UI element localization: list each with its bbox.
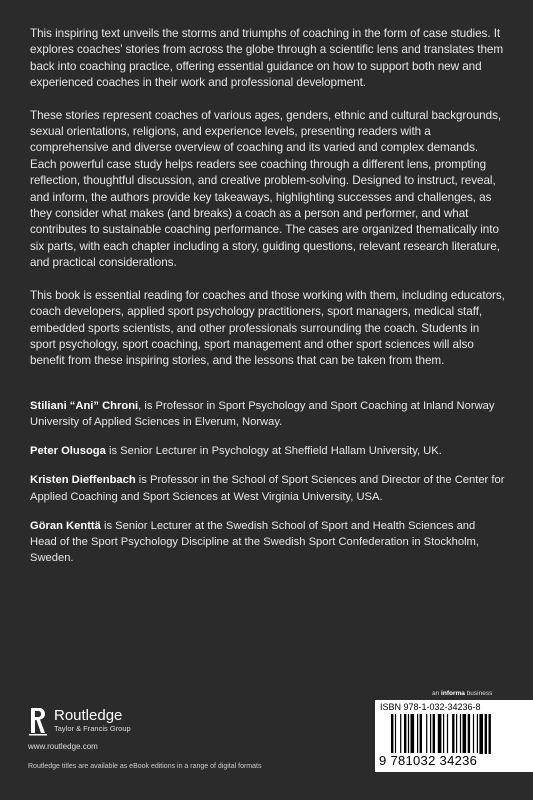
barcode-bar [420,714,422,754]
author-description: , is Professor in Sport Psychology and Sport Coaching at Inland Norway University of Applied Sciences in Elverum, Norway. [30,399,495,428]
barcode-bar [485,714,487,754]
author-description: is Professor in the School of Sport Sciences and Director of the Center for Applied Coaching and Sport Sciences at West Virginia University, USA. [30,474,505,503]
author-bio [30,472,505,504]
author-bio [30,398,505,430]
barcode-bar [456,714,457,754]
publisher-logo [28,705,131,737]
barcode-bar [426,714,427,754]
informa-suffix: business [464,690,493,697]
author-bio [30,443,505,459]
barcode-bar [447,714,448,754]
author-name: Stiliani “Ani” Chroni [30,399,139,412]
barcode-bar [417,714,418,754]
author-bio [30,518,505,567]
isbn-barcode [375,700,533,772]
author-bios [30,398,505,567]
description-paragraph-3: This book is essential reading for coaches and those working with them, including educators, coach developers, applied sport psychology practitioners, sport managers, medical staff, embedded sports scientists, and other professionals surrounding the coach. Students in sport psychology, sport coaching, sport management and other sport sciences will also benefit from these inspiring stories, and the lessons that can be taken from them. [30,288,505,368]
barcode-bar [433,714,435,754]
barcode-bar [468,714,470,754]
routledge-r-icon [28,705,48,737]
author-name: Göran Kenttä [30,519,101,532]
barcode-bar [391,714,393,754]
barcode-bar [473,714,474,754]
barcode-bar [479,714,483,754]
barcode-bar [443,714,444,754]
informa-brand: informa [441,690,465,697]
informa-business-label [432,690,492,697]
author-name: Kristen Dieffenbach [30,474,136,487]
barcode-bar [400,714,401,754]
ebook-note: Routledge titles are available as eBook editions in a range of digital formats [28,763,262,770]
barcode-bar [460,714,461,754]
informa-prefix: an [432,690,442,697]
barcode-bar [477,714,478,754]
isbn-text: ISBN 978-1-032-34236-8 [380,702,481,712]
barcode-number: 9 781032 34236 [379,753,478,768]
barcode-bar [408,714,409,754]
author-name: Peter Olusoga [30,445,106,458]
barcode-bar [452,714,454,754]
publisher-group: Taylor & Francis Group [54,724,131,733]
author-description: is Senior Lecturer at the Swedish School of Sport and Health Sciences and Head of the Sport Psychology Discipline at the Swedish Sport Confederation in Stockholm, Sweden. [30,519,479,565]
barcode-bar [438,714,442,754]
barcode-bar [404,714,406,754]
barcode-bar [411,714,415,754]
author-description: is Senior Lecturer in Psychology at Sheffield Hallam University, UK. [105,445,442,458]
barcode-bar [463,714,467,754]
barcode-bar [430,714,431,754]
description-paragraph-2: These stories represent coaches of various ages, genders, ethnic and cultural backgrounds, sexual orientations, religions, and experience levels, presenting readers with a comprehensive and diverse overview of coaching and its varied and complex demands. Each powerful case study helps readers see coaching through a different lens, prompting reflection, thoughtful discussion, and creative problem-solving. Designed to instruct, reveal, and inform, the authors provide key takeaways, highlighting successes and challenges, as they consider what makes (and breaks) a coach as a person and performer, and what contributes to sustainable coaching performance. The cases are organized thematically into six parts, with each chapter including a story, guiding questions, relevant research literature, and practical considerations. [30,108,502,270]
barcode-bar [489,714,491,754]
barcode-bar [395,714,396,754]
barcode-bars [389,714,529,758]
description-paragraph-1: This inspiring text unveils the storms and triumphs of coaching in the form of case studies. It explores coaches’ stories from across the globe through a scientific lens and translates them back into coaching practice, offering essential guidance on how to support both new and experienced coaches in their work and professional development. [30,27,504,90]
publisher-website: www.routledge.com [28,742,98,751]
publisher-name: Routledge [54,707,123,724]
